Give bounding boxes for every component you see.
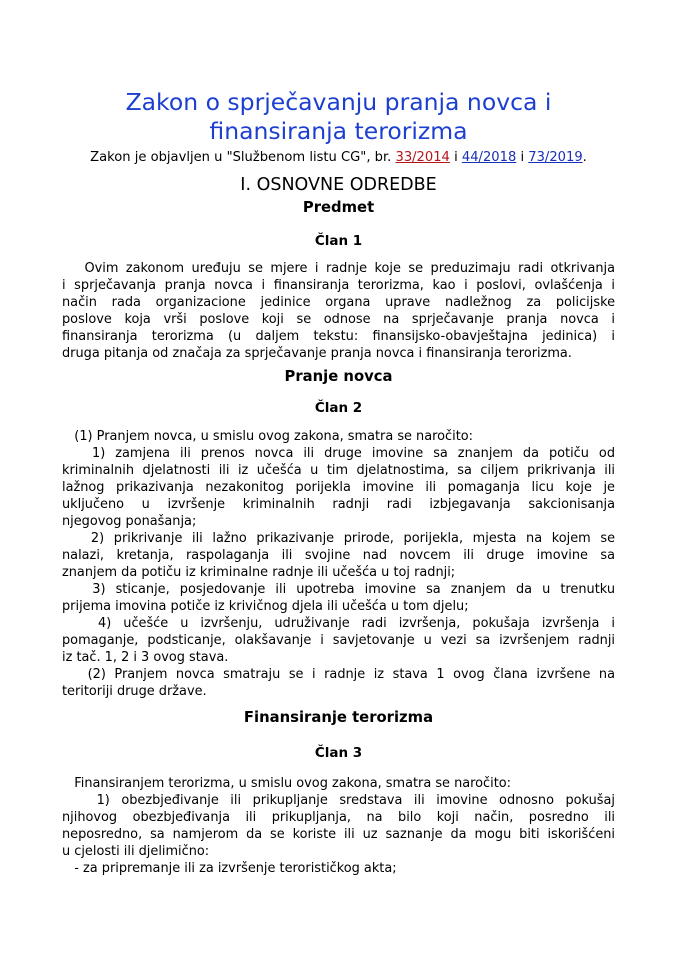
text-line: 1) zamjena ili prenos novca ili druge imovine sa znanjem da potiču od xyxy=(62,446,615,461)
article-text xyxy=(62,260,615,362)
text-line: druga pitanja od značaja za sprječavanje pranja novca i finansiranja terorizma. xyxy=(62,346,572,361)
text-line: neposredno, sa namjerom da se koriste ili uz saznanje da mogu biti iskorišćeni xyxy=(62,827,615,842)
text-line: 4) učešće u izvršenju, udruživanje radi izvršenja, pokušaja izvršenja i xyxy=(62,616,615,631)
text-line: pomaganje, podsticanje, olakšavanje i savjetovanje u vezi sa izvršenjem radnji xyxy=(62,633,615,648)
article-text xyxy=(62,775,615,877)
text-line: njihovog obezbjeđivanja ili prikupljanja, na bilo koji način, posredno ili xyxy=(62,810,615,825)
section-predmet xyxy=(62,198,615,362)
text-line: lažnog prikazivanja nezakonitog porijekla imovine ili pomaganja licu koje je xyxy=(62,480,615,495)
gazette-link-44-2018[interactable]: 44/2018 xyxy=(461,150,517,165)
section-pranje-novca xyxy=(62,367,615,700)
article-text xyxy=(62,428,615,700)
text-line: Ovim zakonom uređuju se mjere i radnje koje se preduzimaju radi otkrivanja xyxy=(62,261,615,276)
text-line: (1) Pranjem novca, u smislu ovog zakona, smatra se naročito: xyxy=(62,429,473,444)
section-finansiranje-terorizma xyxy=(62,708,615,877)
article-heading: Član 1 xyxy=(314,233,363,249)
section-heading: Pranje novca xyxy=(284,368,393,385)
gazette-link-73-2019[interactable]: 73/2019 xyxy=(528,150,583,165)
article-heading: Član 2 xyxy=(314,400,363,416)
text-line: (2) Pranjem novca smatraju se i radnje iz stava 1 ovog člana izvršene na xyxy=(62,667,615,682)
text-line: znanjem da potiču iz kriminalne radnje ili učešća u toj radnji; xyxy=(62,565,456,580)
publication-suffix: . xyxy=(582,150,587,165)
text-line: 3) sticanje, posjedovanje ili upotreba imovine sa znanjem da u trenutku xyxy=(62,582,615,597)
text-line: način rada organizacione jedinice organa uprave nadležnog za policijske xyxy=(62,295,615,310)
article-heading: Član 3 xyxy=(314,745,363,761)
text-line: - za pripremanje ili za izvršenje terorističkog akta; xyxy=(62,861,397,876)
law-title: Zakon o sprječavanju pranja novca i finansiranja terorizma xyxy=(125,88,552,145)
text-line: prijema imovina potiče iz krivičnog djela ili učešća u tom djelu; xyxy=(62,599,469,614)
text-line: iz tač. 1, 2 i 3 ovog stava. xyxy=(62,650,229,665)
chapter-heading: I. OSNOVNE ODREDBE xyxy=(240,175,437,195)
text-line: Finansiranjem terorizma, u smislu ovog zakona, smatra se naročito: xyxy=(62,776,511,791)
text-line: poslove koja vrši poslove koji se odnose na sprječavanje pranja novca i xyxy=(62,312,615,327)
text-line: kriminalnih djelatnosti ili iz učešća u tim djelatnostima, sa ciljem prikrivanja ili xyxy=(62,463,615,478)
publication-prefix: Zakon je objavljen u "Službenom listu CG", br. xyxy=(90,150,392,165)
text-line: 1) obezbjeđivanje ili prikupljanje sredstava ili imovine odnosno pokušaj xyxy=(62,793,615,808)
section-heading: Finansiranje terorizma xyxy=(243,709,434,726)
text-line: finansiranja terorizma (u daljem tekstu: finansijsko-obavještajna jedinica) i xyxy=(62,329,615,344)
text-line: i sprječavanja pranja novca i finansiranja terorizma, kao i poslovi, ovlašćenja i xyxy=(62,278,615,293)
text-line: 2) prikrivanje ili lažno prikazivanje prirode, porijekla, mjesta na kojem se xyxy=(62,531,615,546)
text-line: njegovog ponašanja; xyxy=(62,514,197,529)
section-heading: Predmet xyxy=(302,199,375,216)
publication-separator: i xyxy=(454,150,458,165)
text-line: uključeno u izvršenje kriminalnih radnji radi izbjegavanja sakcionisanja xyxy=(62,497,615,512)
text-line: nalazi, kretanja, raspolaganja ili svojine nad novcem ili druge imovine sa xyxy=(62,548,615,563)
text-line: u cjelosti ili djelimično: xyxy=(62,844,210,859)
text-line: teritoriji druge države. xyxy=(62,684,207,699)
gazette-link-33-2014[interactable]: 33/2014 xyxy=(395,150,450,165)
publication-separator: i xyxy=(520,150,525,165)
publication-note xyxy=(62,149,615,166)
document-page xyxy=(62,88,615,877)
